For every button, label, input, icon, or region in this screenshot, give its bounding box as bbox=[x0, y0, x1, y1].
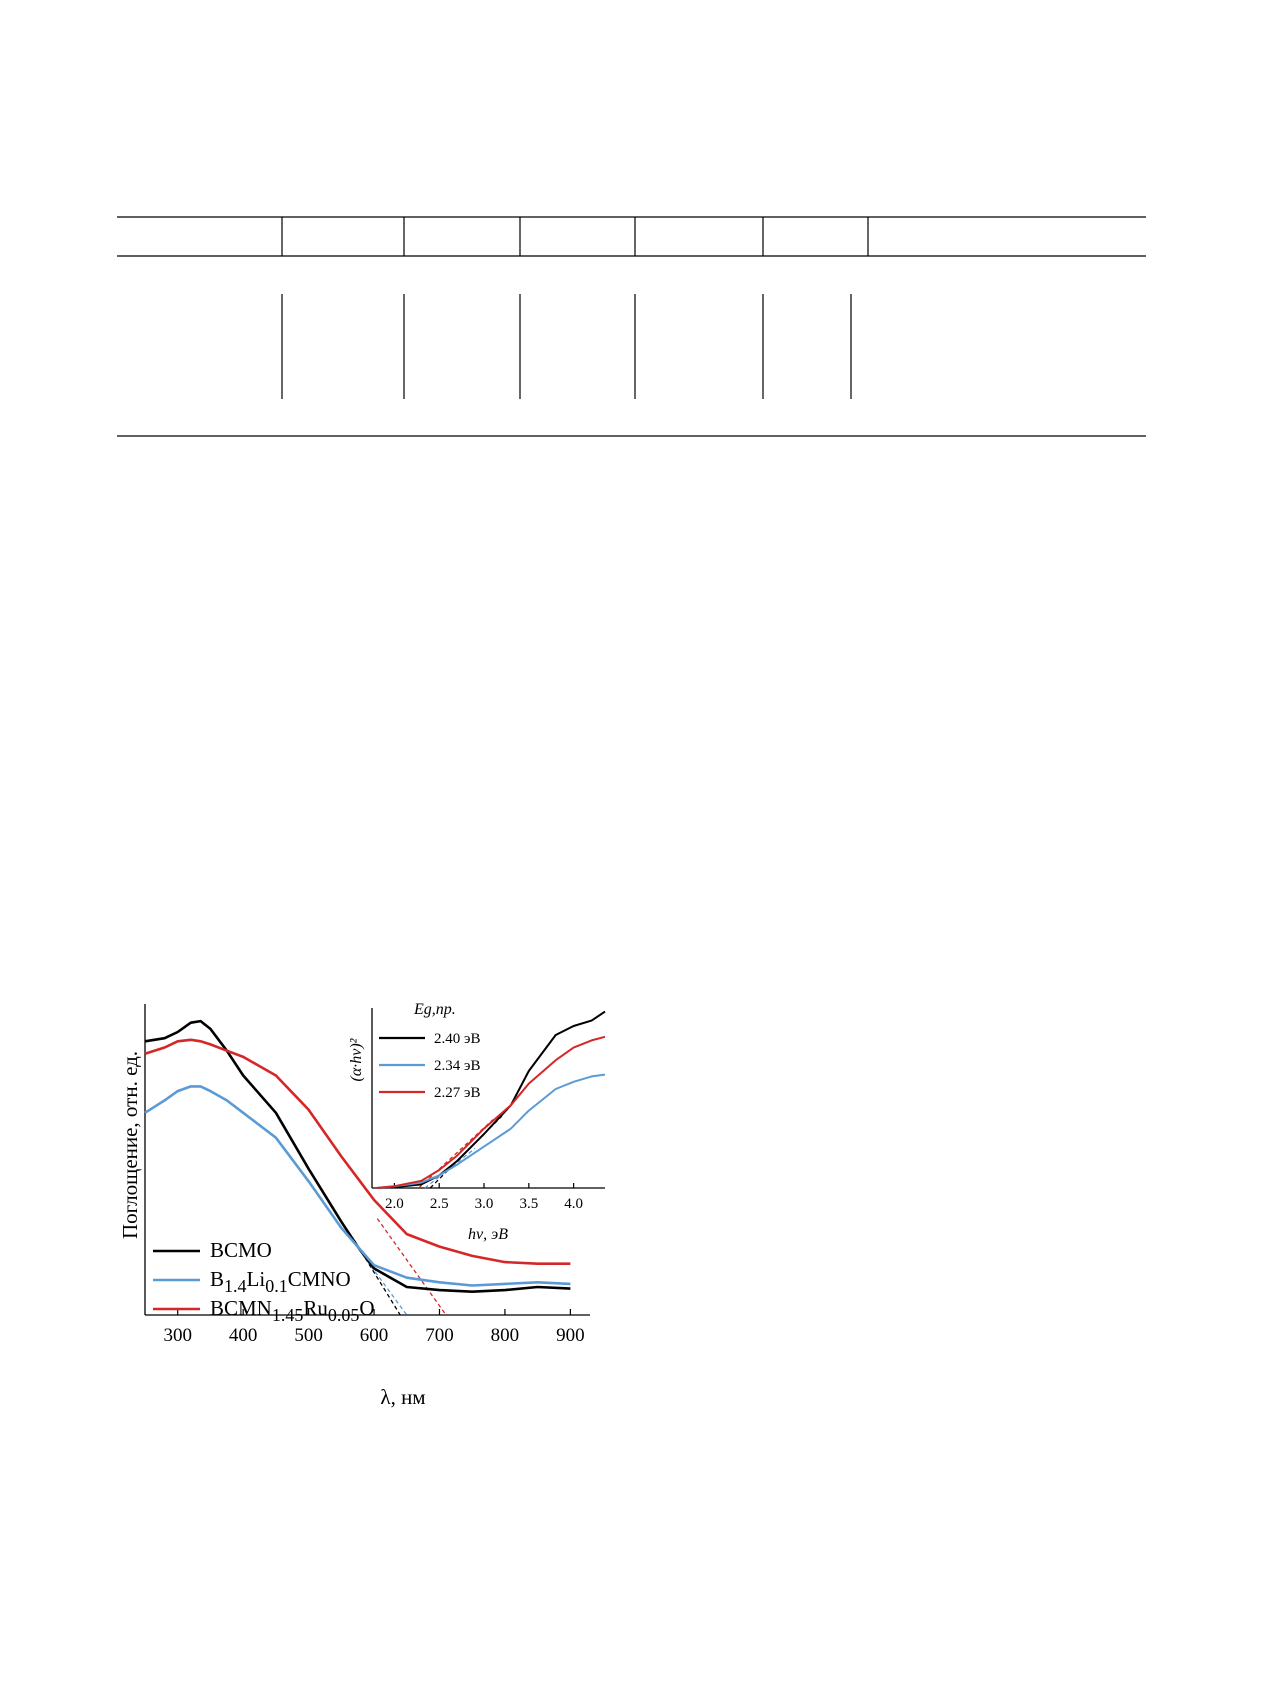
main-legend-label: B1.4Li0.1CMNO bbox=[210, 1267, 351, 1296]
table-header-row bbox=[117, 217, 1146, 256]
inset-x-tick-label: 3.5 bbox=[519, 1196, 539, 1212]
main-x-tick-label: 900 bbox=[556, 1325, 585, 1346]
main-y-axis-label: Поглощение, отн. ед. bbox=[118, 1050, 142, 1240]
inset-plot bbox=[348, 1001, 605, 1243]
main-legend bbox=[153, 1238, 375, 1325]
main-x-tick-label: 400 bbox=[228, 1325, 258, 1346]
main-tangent-line bbox=[377, 1219, 446, 1315]
main-series-line bbox=[145, 1086, 570, 1285]
inset-x-tick-label: 2.5 bbox=[429, 1196, 449, 1212]
main-x-tick-label: 600 bbox=[359, 1325, 389, 1346]
main-legend-label: BCMO bbox=[210, 1238, 272, 1262]
main-axes bbox=[145, 1004, 590, 1346]
absorption-chart bbox=[0, 980, 1270, 1440]
main-legend-label: BCMN1.45Ru0.05O bbox=[210, 1296, 375, 1325]
inset-x-tick-label: 2.0 bbox=[385, 1196, 404, 1212]
inset-legend-label: 2.27 эВ bbox=[434, 1085, 481, 1101]
main-x-axis-label: λ, нм bbox=[380, 1385, 426, 1409]
data-table bbox=[0, 0, 1270, 460]
inset-legend-label: 2.34 эВ bbox=[434, 1058, 481, 1074]
inset-x-axis-label: hν, эВ bbox=[468, 1226, 508, 1243]
inset-legend-title: Eg,пр. bbox=[414, 1001, 456, 1018]
table-body bbox=[117, 294, 1146, 436]
main-x-tick-label: 800 bbox=[490, 1325, 520, 1346]
main-x-tick-label: 300 bbox=[163, 1325, 192, 1346]
inset-series-line bbox=[377, 1037, 606, 1188]
main-x-tick-label: 700 bbox=[425, 1325, 454, 1346]
inset-legend-label: 2.40 эВ bbox=[434, 1031, 481, 1047]
inset-legend bbox=[379, 1031, 480, 1101]
inset-x-tick-label: 3.0 bbox=[474, 1196, 494, 1212]
main-x-tick-label: 500 bbox=[294, 1325, 323, 1346]
inset-x-tick-label: 4.0 bbox=[564, 1196, 584, 1212]
inset-y-axis-label: (α·hν)² bbox=[348, 1038, 365, 1082]
